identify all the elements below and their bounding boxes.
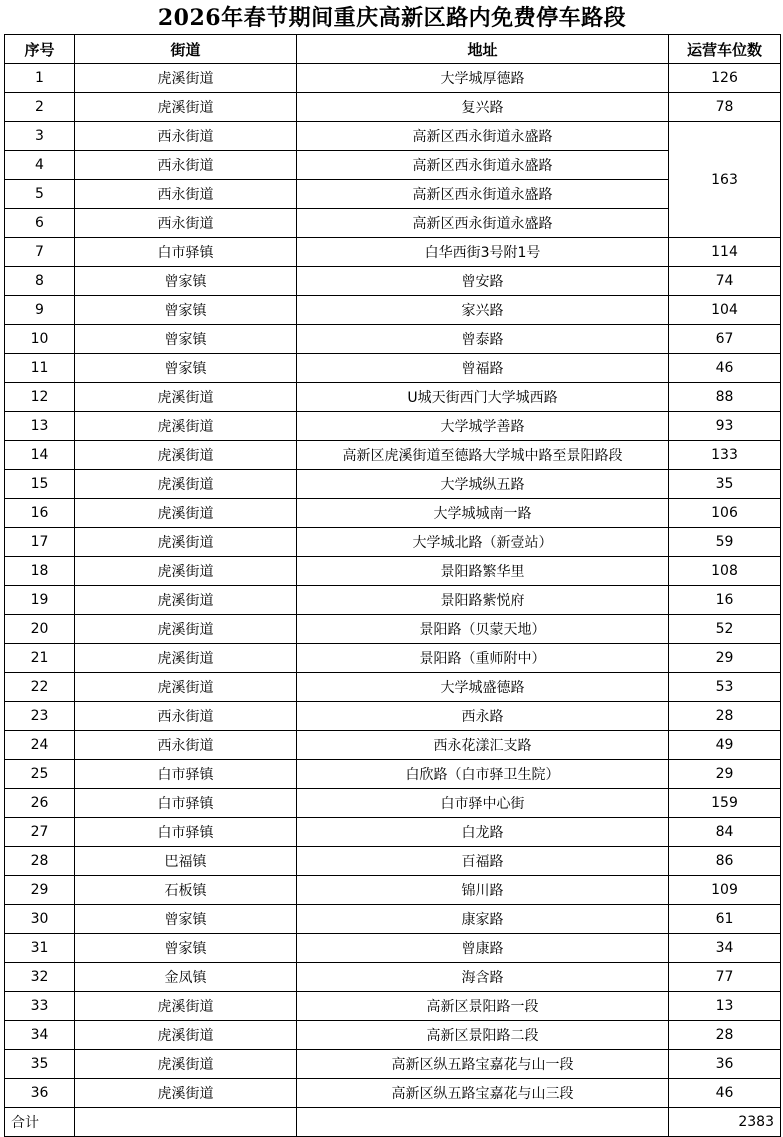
row-number: 28 bbox=[5, 847, 75, 876]
row-street: 虎溪街道 bbox=[75, 1079, 297, 1108]
row-number: 12 bbox=[5, 383, 75, 412]
row-street: 虎溪街道 bbox=[75, 586, 297, 615]
table-row bbox=[5, 470, 781, 499]
row-address: 白华西街3号附1号 bbox=[297, 238, 669, 267]
row-spaces: 13 bbox=[669, 992, 781, 1021]
row-number: 23 bbox=[5, 702, 75, 731]
row-spaces: 74 bbox=[669, 267, 781, 296]
row-street: 西永街道 bbox=[75, 122, 297, 151]
row-number: 33 bbox=[5, 992, 75, 1021]
row-street: 虎溪街道 bbox=[75, 499, 297, 528]
header-street: 街道 bbox=[75, 35, 297, 64]
header-spaces: 运营车位数 bbox=[669, 35, 781, 64]
total-spaces: 2383 bbox=[669, 1108, 781, 1137]
row-number: 1 bbox=[5, 64, 75, 93]
row-street: 曾家镇 bbox=[75, 296, 297, 325]
row-address: 复兴路 bbox=[297, 93, 669, 122]
header-address: 地址 bbox=[297, 35, 669, 64]
table-row bbox=[5, 412, 781, 441]
row-street: 虎溪街道 bbox=[75, 644, 297, 673]
row-street: 西永街道 bbox=[75, 702, 297, 731]
row-street: 西永街道 bbox=[75, 209, 297, 238]
table-row bbox=[5, 615, 781, 644]
table-row bbox=[5, 441, 781, 470]
row-address: 曾安路 bbox=[297, 267, 669, 296]
row-street: 西永街道 bbox=[75, 151, 297, 180]
row-spaces: 28 bbox=[669, 1021, 781, 1050]
row-spaces: 36 bbox=[669, 1050, 781, 1079]
row-address: 高新区西永街道永盛路 bbox=[297, 209, 669, 238]
row-spaces: 133 bbox=[669, 441, 781, 470]
row-spaces: 52 bbox=[669, 615, 781, 644]
row-spaces: 93 bbox=[669, 412, 781, 441]
table-row bbox=[5, 1079, 781, 1108]
row-address: 高新区景阳路一段 bbox=[297, 992, 669, 1021]
row-number: 2 bbox=[5, 93, 75, 122]
row-spaces: 114 bbox=[669, 238, 781, 267]
table-row bbox=[5, 354, 781, 383]
row-number: 17 bbox=[5, 528, 75, 557]
header-row bbox=[5, 35, 781, 64]
row-number: 14 bbox=[5, 441, 75, 470]
row-address: 大学城盛德路 bbox=[297, 673, 669, 702]
table-row bbox=[5, 934, 781, 963]
table-row bbox=[5, 325, 781, 354]
row-address: 高新区景阳路二段 bbox=[297, 1021, 669, 1050]
row-address: 西永路 bbox=[297, 702, 669, 731]
row-spaces: 77 bbox=[669, 963, 781, 992]
row-number: 19 bbox=[5, 586, 75, 615]
table-row bbox=[5, 93, 781, 122]
row-number: 6 bbox=[5, 209, 75, 238]
row-address: 百福路 bbox=[297, 847, 669, 876]
row-number: 21 bbox=[5, 644, 75, 673]
row-address: 锦川路 bbox=[297, 876, 669, 905]
row-number: 10 bbox=[5, 325, 75, 354]
row-number: 26 bbox=[5, 789, 75, 818]
row-address: 曾福路 bbox=[297, 354, 669, 383]
row-street: 石板镇 bbox=[75, 876, 297, 905]
row-address: U城天街西门大学城西路 bbox=[297, 383, 669, 412]
row-spaces: 46 bbox=[669, 354, 781, 383]
row-spaces: 126 bbox=[669, 64, 781, 93]
row-address: 景阳路紫悦府 bbox=[297, 586, 669, 615]
row-spaces: 78 bbox=[669, 93, 781, 122]
table-row bbox=[5, 557, 781, 586]
row-number: 27 bbox=[5, 818, 75, 847]
table-row bbox=[5, 644, 781, 673]
table-row bbox=[5, 1021, 781, 1050]
row-number: 32 bbox=[5, 963, 75, 992]
row-street: 白市驿镇 bbox=[75, 789, 297, 818]
row-address: 家兴路 bbox=[297, 296, 669, 325]
row-street: 虎溪街道 bbox=[75, 383, 297, 412]
row-street: 曾家镇 bbox=[75, 934, 297, 963]
table-row bbox=[5, 528, 781, 557]
row-number: 4 bbox=[5, 151, 75, 180]
row-street: 虎溪街道 bbox=[75, 64, 297, 93]
table-row bbox=[5, 238, 781, 267]
row-spaces: 88 bbox=[669, 383, 781, 412]
table-row bbox=[5, 383, 781, 412]
row-address: 景阳路繁华里 bbox=[297, 557, 669, 586]
table-row bbox=[5, 586, 781, 615]
row-street: 虎溪街道 bbox=[75, 93, 297, 122]
row-address: 曾泰路 bbox=[297, 325, 669, 354]
row-address: 曾康路 bbox=[297, 934, 669, 963]
table-row bbox=[5, 151, 781, 180]
row-spaces: 61 bbox=[669, 905, 781, 934]
row-number: 31 bbox=[5, 934, 75, 963]
row-spaces: 84 bbox=[669, 818, 781, 847]
row-street: 虎溪街道 bbox=[75, 470, 297, 499]
row-street: 虎溪街道 bbox=[75, 615, 297, 644]
row-spaces: 109 bbox=[669, 876, 781, 905]
row-number: 34 bbox=[5, 1021, 75, 1050]
row-street: 白市驿镇 bbox=[75, 238, 297, 267]
row-number: 29 bbox=[5, 876, 75, 905]
row-number: 13 bbox=[5, 412, 75, 441]
row-spaces: 159 bbox=[669, 789, 781, 818]
row-address: 大学城城南一路 bbox=[297, 499, 669, 528]
row-street: 曾家镇 bbox=[75, 905, 297, 934]
row-street: 虎溪街道 bbox=[75, 441, 297, 470]
table-row bbox=[5, 499, 781, 528]
row-address: 大学城北路（新壹站） bbox=[297, 528, 669, 557]
row-spaces: 28 bbox=[669, 702, 781, 731]
table-row bbox=[5, 905, 781, 934]
table-body bbox=[5, 64, 781, 1108]
row-address: 高新区纵五路宝嘉花与山一段 bbox=[297, 1050, 669, 1079]
table-row bbox=[5, 963, 781, 992]
row-spaces: 67 bbox=[669, 325, 781, 354]
row-spaces: 34 bbox=[669, 934, 781, 963]
table-row bbox=[5, 64, 781, 93]
table-row bbox=[5, 209, 781, 238]
table-row bbox=[5, 789, 781, 818]
row-number: 9 bbox=[5, 296, 75, 325]
row-address: 高新区纵五路宝嘉花与山三段 bbox=[297, 1079, 669, 1108]
table-row bbox=[5, 818, 781, 847]
table-row bbox=[5, 267, 781, 296]
total-label: 合计 bbox=[5, 1108, 75, 1137]
row-address: 高新区西永街道永盛路 bbox=[297, 180, 669, 209]
row-address: 景阳路（重师附中） bbox=[297, 644, 669, 673]
parking-table bbox=[4, 34, 781, 1137]
row-spaces: 104 bbox=[669, 296, 781, 325]
row-spaces: 29 bbox=[669, 644, 781, 673]
spreadsheet bbox=[4, 0, 780, 1137]
row-number: 30 bbox=[5, 905, 75, 934]
table-row bbox=[5, 1050, 781, 1079]
row-street: 虎溪街道 bbox=[75, 992, 297, 1021]
row-street: 虎溪街道 bbox=[75, 528, 297, 557]
row-address: 大学城纵五路 bbox=[297, 470, 669, 499]
total-row bbox=[5, 1108, 781, 1137]
row-street: 虎溪街道 bbox=[75, 1021, 297, 1050]
row-address: 大学城学善路 bbox=[297, 412, 669, 441]
row-street: 曾家镇 bbox=[75, 325, 297, 354]
total-empty-cell bbox=[297, 1108, 669, 1137]
table-row bbox=[5, 180, 781, 209]
row-number: 15 bbox=[5, 470, 75, 499]
row-spaces: 16 bbox=[669, 586, 781, 615]
row-street: 白市驿镇 bbox=[75, 760, 297, 789]
row-spaces: 59 bbox=[669, 528, 781, 557]
table-row bbox=[5, 731, 781, 760]
row-spaces: 35 bbox=[669, 470, 781, 499]
row-number: 36 bbox=[5, 1079, 75, 1108]
row-number: 3 bbox=[5, 122, 75, 151]
row-number: 35 bbox=[5, 1050, 75, 1079]
row-address: 高新区西永街道永盛路 bbox=[297, 122, 669, 151]
row-street: 曾家镇 bbox=[75, 267, 297, 296]
row-address: 康家路 bbox=[297, 905, 669, 934]
page-title: 2026年春节期间重庆高新区路内免费停车路段 bbox=[157, 5, 627, 31]
table-row bbox=[5, 702, 781, 731]
row-number: 22 bbox=[5, 673, 75, 702]
row-number: 11 bbox=[5, 354, 75, 383]
row-street: 曾家镇 bbox=[75, 354, 297, 383]
row-spaces: 163 bbox=[669, 122, 781, 238]
table-row bbox=[5, 296, 781, 325]
row-address: 白龙路 bbox=[297, 818, 669, 847]
row-number: 20 bbox=[5, 615, 75, 644]
header-no: 序号 bbox=[5, 35, 75, 64]
row-spaces: 49 bbox=[669, 731, 781, 760]
table-row bbox=[5, 847, 781, 876]
row-address: 高新区虎溪街道至德路大学城中路至景阳路段 bbox=[297, 441, 669, 470]
table-row bbox=[5, 876, 781, 905]
row-street: 金凤镇 bbox=[75, 963, 297, 992]
row-street: 虎溪街道 bbox=[75, 557, 297, 586]
row-street: 西永街道 bbox=[75, 180, 297, 209]
table-row bbox=[5, 760, 781, 789]
table-row bbox=[5, 673, 781, 702]
row-address: 白欣路（白市驿卫生院） bbox=[297, 760, 669, 789]
row-spaces: 86 bbox=[669, 847, 781, 876]
row-spaces: 46 bbox=[669, 1079, 781, 1108]
row-address: 海含路 bbox=[297, 963, 669, 992]
row-street: 虎溪街道 bbox=[75, 673, 297, 702]
table-row bbox=[5, 122, 781, 151]
row-spaces: 53 bbox=[669, 673, 781, 702]
row-address: 白市驿中心街 bbox=[297, 789, 669, 818]
row-street: 白市驿镇 bbox=[75, 818, 297, 847]
row-spaces: 106 bbox=[669, 499, 781, 528]
row-address: 大学城厚德路 bbox=[297, 64, 669, 93]
row-street: 西永街道 bbox=[75, 731, 297, 760]
row-spaces: 108 bbox=[669, 557, 781, 586]
row-number: 16 bbox=[5, 499, 75, 528]
row-number: 8 bbox=[5, 267, 75, 296]
row-number: 7 bbox=[5, 238, 75, 267]
row-address: 西永花漾汇支路 bbox=[297, 731, 669, 760]
row-street: 巴福镇 bbox=[75, 847, 297, 876]
row-address: 景阳路（贝蒙天地） bbox=[297, 615, 669, 644]
row-address: 高新区西永街道永盛路 bbox=[297, 151, 669, 180]
row-number: 18 bbox=[5, 557, 75, 586]
row-number: 5 bbox=[5, 180, 75, 209]
row-street: 虎溪街道 bbox=[75, 1050, 297, 1079]
row-number: 25 bbox=[5, 760, 75, 789]
total-empty-cell bbox=[75, 1108, 297, 1137]
row-street: 虎溪街道 bbox=[75, 412, 297, 441]
table-row bbox=[5, 992, 781, 1021]
row-number: 24 bbox=[5, 731, 75, 760]
row-spaces: 29 bbox=[669, 760, 781, 789]
